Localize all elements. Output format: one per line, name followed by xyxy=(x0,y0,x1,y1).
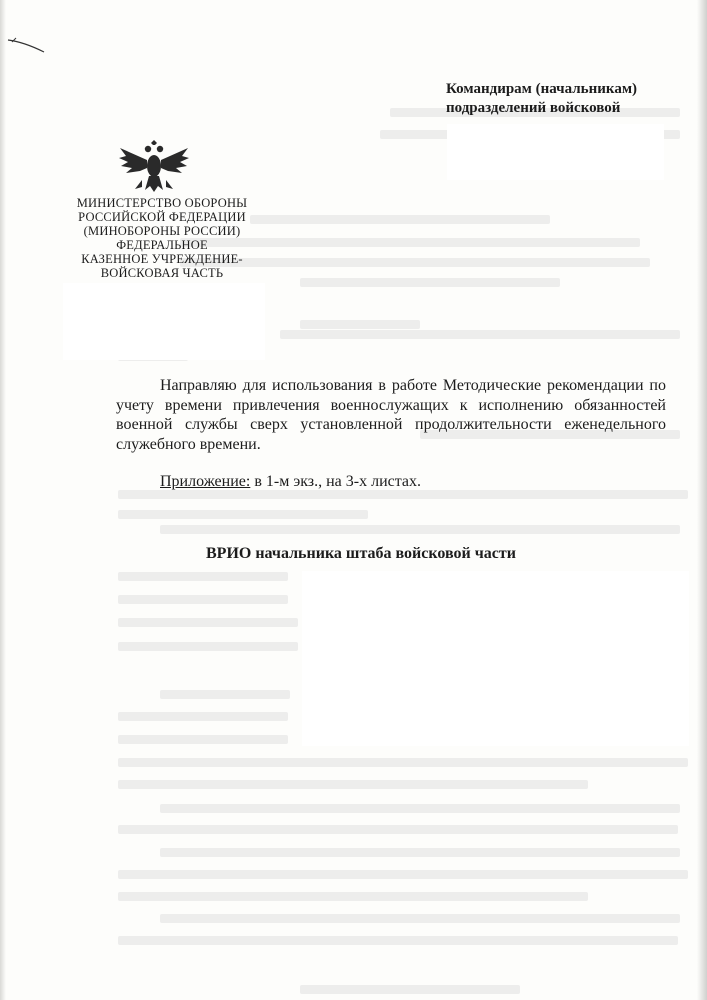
body-paragraph: Направляю для использования в работе Методические рекомендации по учету времени привлечения военнослужащих к исполнению обязанностей военной службы сверх установленной продолжительности еженедельного служебного времени. xyxy=(116,377,666,453)
sender-line-2: РОССИЙСКОЙ ФЕДЕРАЦИИ xyxy=(78,210,246,224)
sender-line-3: (МИНОБОРОНЫ РОССИИ) xyxy=(83,224,241,238)
redaction-box-addressee xyxy=(447,124,664,180)
addressee-block xyxy=(446,80,637,118)
attachment-text: в 1-м экз., на 3-х листах. xyxy=(250,473,422,490)
redaction-box-sender xyxy=(63,283,265,360)
signature-title: ВРИО начальника штаба войсковой части xyxy=(206,545,516,562)
attachment-line xyxy=(160,473,421,491)
sender-line-1: МИНИСТЕРСТВО ОБОРОНЫ xyxy=(76,196,248,210)
redaction-box-signature xyxy=(302,571,689,746)
sender-line-6: ВОЙСКОВАЯ ЧАСТЬ xyxy=(100,266,224,280)
double-headed-eagle-emblem-icon xyxy=(118,140,190,194)
sender-ministry-block xyxy=(62,196,262,280)
attachment-label: Приложение: xyxy=(160,473,251,490)
sender-line-5: КАЗЕННОЕ УЧРЕЖДЕНИЕ- xyxy=(81,252,243,266)
addressee-line-1: Командирам (начальникам) xyxy=(446,81,638,97)
addressee-line-2: подразделений войсковой xyxy=(446,100,621,116)
sender-line-4: ФЕДЕРАЛЬНОЕ xyxy=(116,238,208,252)
pen-mark xyxy=(6,30,46,54)
